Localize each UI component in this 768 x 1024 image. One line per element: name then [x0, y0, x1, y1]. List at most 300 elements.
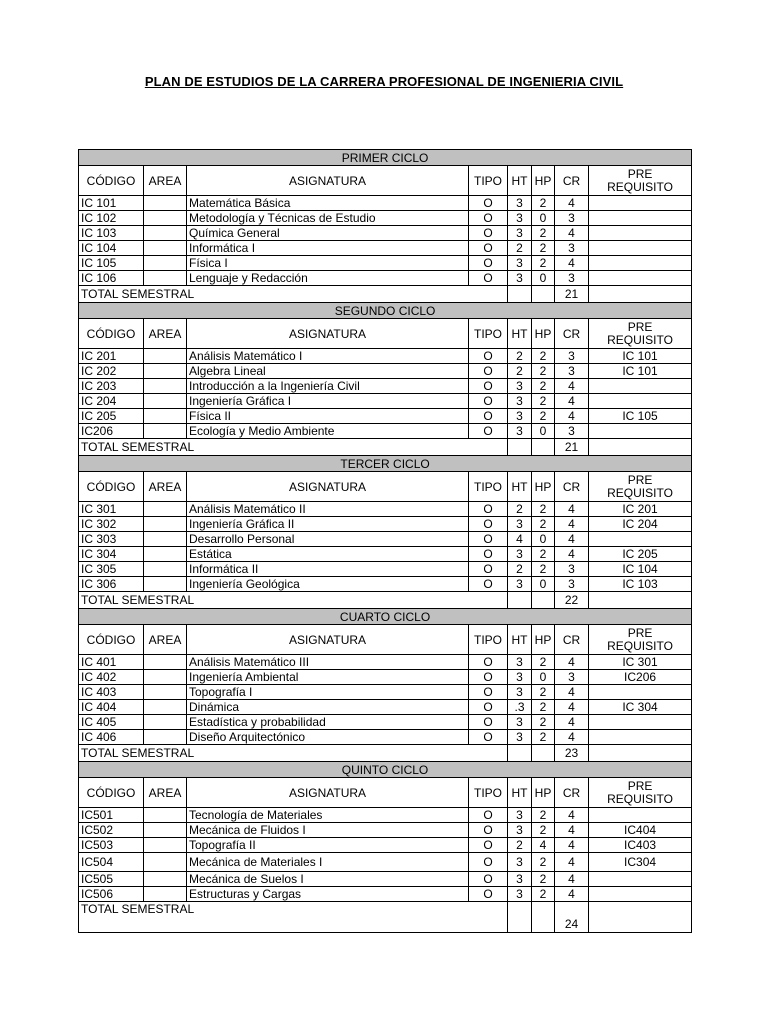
course-row [79, 685, 692, 700]
col-header-asignatura: ASIGNATURA [187, 472, 469, 502]
course-tipo: O [469, 547, 508, 562]
total-ht [508, 439, 532, 456]
course-row [79, 577, 692, 592]
course-hp: 2 [532, 226, 555, 241]
course-prerequisite [589, 808, 692, 823]
column-header-row [79, 319, 692, 349]
course-subject: Análisis Matemático III [187, 655, 469, 670]
course-row [79, 872, 692, 887]
course-row [79, 271, 692, 286]
total-semestral-label: TOTAL SEMESTRAL [79, 745, 508, 762]
column-header-row [79, 166, 692, 196]
course-prerequisite: IC 101 [589, 349, 692, 364]
col-header-asignatura: ASIGNATURA [187, 319, 469, 349]
course-ht: 3 [508, 271, 532, 286]
course-cr: 4 [555, 700, 589, 715]
course-cr: 4 [555, 872, 589, 887]
course-cr: 4 [555, 808, 589, 823]
total-row [79, 592, 692, 609]
col-header-pre-line1: PRE [627, 472, 653, 487]
course-code: IC 405 [79, 715, 144, 730]
course-subject: Algebra Lineal [187, 364, 469, 379]
course-area [144, 394, 187, 409]
course-ht: 3 [508, 577, 532, 592]
course-hp: 2 [532, 872, 555, 887]
course-subject: Ecología y Medio Ambiente [187, 424, 469, 439]
course-row [79, 547, 692, 562]
course-prerequisite [589, 271, 692, 286]
course-tipo: O [469, 730, 508, 745]
course-prerequisite: IC 301 [589, 655, 692, 670]
total-semestral-label: TOTAL SEMESTRAL [79, 592, 508, 609]
course-code: IC 106 [79, 271, 144, 286]
course-cr: 4 [555, 256, 589, 271]
course-area [144, 547, 187, 562]
total-prerequisite [589, 592, 692, 609]
total-row [79, 286, 692, 303]
total-credits: 23 [555, 745, 589, 762]
course-code: IC502 [79, 823, 144, 838]
course-prerequisite [589, 730, 692, 745]
col-header-tipo: TIPO [469, 472, 508, 502]
course-tipo: O [469, 853, 508, 872]
course-code: IC 203 [79, 379, 144, 394]
course-hp: 2 [532, 409, 555, 424]
course-subject: Física II [187, 409, 469, 424]
course-hp: 0 [532, 424, 555, 439]
course-hp: 2 [532, 853, 555, 872]
cycle-name: QUINTO CICLO [79, 762, 692, 778]
course-ht: 2 [508, 241, 532, 256]
cycle-name: TERCER CICLO [79, 456, 692, 472]
course-row [79, 730, 692, 745]
cycle-name: CUARTO CICLO [79, 609, 692, 625]
course-code: IC505 [79, 872, 144, 887]
course-cr: 4 [555, 715, 589, 730]
course-ht: 3 [508, 196, 532, 211]
course-subject: Ingeniería Geológica [187, 577, 469, 592]
course-ht: 3 [508, 823, 532, 838]
course-ht: 3 [508, 853, 532, 872]
course-prerequisite: IC 304 [589, 700, 692, 715]
course-hp: 2 [532, 256, 555, 271]
course-tipo: O [469, 424, 508, 439]
course-ht: 3 [508, 670, 532, 685]
col-header-pre-line1: PRE [627, 319, 653, 334]
total-semestral-label: TOTAL SEMESTRAL [79, 902, 508, 933]
course-hp: 2 [532, 655, 555, 670]
cycle-header [79, 762, 692, 778]
total-credits: 21 [555, 439, 589, 456]
total-credits: 21 [555, 286, 589, 303]
course-prerequisite [589, 211, 692, 226]
course-code: IC 303 [79, 532, 144, 547]
course-code: IC 301 [79, 502, 144, 517]
course-code: IC506 [79, 887, 144, 902]
course-prerequisite: IC 105 [589, 409, 692, 424]
total-prerequisite [589, 745, 692, 762]
course-row [79, 241, 692, 256]
course-prerequisite: IC 101 [589, 364, 692, 379]
course-ht: .3 [508, 700, 532, 715]
course-tipo: O [469, 349, 508, 364]
course-code: IC 104 [79, 241, 144, 256]
course-prerequisite [589, 394, 692, 409]
course-hp: 2 [532, 364, 555, 379]
course-cr: 3 [555, 577, 589, 592]
course-prerequisite: IC 204 [589, 517, 692, 532]
total-hp [532, 902, 555, 933]
course-hp: 2 [532, 562, 555, 577]
cycle-name: SEGUNDO CICLO [79, 303, 692, 319]
course-cr: 3 [555, 364, 589, 379]
course-tipo: O [469, 379, 508, 394]
course-cr: 4 [555, 196, 589, 211]
col-header-area: AREA [144, 472, 187, 502]
course-tipo: O [469, 271, 508, 286]
course-hp: 2 [532, 808, 555, 823]
course-prerequisite: IC 205 [589, 547, 692, 562]
study-plan-table [78, 149, 692, 933]
total-semestral-label: TOTAL SEMESTRAL [79, 286, 508, 303]
course-cr: 3 [555, 271, 589, 286]
course-code: IC 404 [79, 700, 144, 715]
course-cr: 4 [555, 502, 589, 517]
course-code: IC 201 [79, 349, 144, 364]
course-tipo: O [469, 670, 508, 685]
total-credits: 24 [555, 902, 589, 933]
course-hp: 0 [532, 532, 555, 547]
course-code: IC503 [79, 838, 144, 853]
course-ht: 3 [508, 256, 532, 271]
course-area [144, 271, 187, 286]
total-hp [532, 286, 555, 303]
course-prerequisite: IC206 [589, 670, 692, 685]
course-area [144, 853, 187, 872]
course-area [144, 887, 187, 902]
course-hp: 2 [532, 394, 555, 409]
course-subject: Dinámica [187, 700, 469, 715]
col-header-ht: HT [508, 778, 532, 808]
course-subject: Mecánica de Suelos I [187, 872, 469, 887]
course-ht: 3 [508, 379, 532, 394]
course-ht: 3 [508, 887, 532, 902]
course-cr: 3 [555, 211, 589, 226]
course-tipo: O [469, 502, 508, 517]
col-header-pre-line2: REQUISITO [607, 485, 673, 500]
course-ht: 3 [508, 685, 532, 700]
course-subject: Ingeniería Gráfica II [187, 517, 469, 532]
course-hp: 0 [532, 670, 555, 685]
course-cr: 4 [555, 853, 589, 872]
course-row [79, 700, 692, 715]
course-area [144, 577, 187, 592]
course-ht: 3 [508, 394, 532, 409]
course-prerequisite [589, 424, 692, 439]
course-row [79, 887, 692, 902]
course-tipo: O [469, 196, 508, 211]
course-hp: 2 [532, 887, 555, 902]
course-area [144, 670, 187, 685]
course-area [144, 379, 187, 394]
course-row [79, 808, 692, 823]
course-code: IC 204 [79, 394, 144, 409]
course-area [144, 211, 187, 226]
course-prerequisite [589, 872, 692, 887]
course-tipo: O [469, 715, 508, 730]
course-cr: 4 [555, 532, 589, 547]
course-subject: Mecánica de Fluidos I [187, 823, 469, 838]
course-area [144, 256, 187, 271]
total-ht [508, 592, 532, 609]
course-code: IC 102 [79, 211, 144, 226]
course-hp: 2 [532, 196, 555, 211]
course-subject: Metodología y Técnicas de Estudio [187, 211, 469, 226]
course-area [144, 715, 187, 730]
course-tipo: O [469, 532, 508, 547]
course-ht: 3 [508, 655, 532, 670]
course-area [144, 872, 187, 887]
course-hp: 2 [532, 349, 555, 364]
course-subject: Análisis Matemático II [187, 502, 469, 517]
course-subject: Tecnología de Materiales [187, 808, 469, 823]
course-tipo: O [469, 364, 508, 379]
course-hp: 0 [532, 577, 555, 592]
course-subject: Desarrollo Personal [187, 532, 469, 547]
course-row [79, 823, 692, 838]
course-code: IC 406 [79, 730, 144, 745]
col-header-pre-line2: REQUISITO [607, 332, 673, 347]
course-row [79, 211, 692, 226]
course-tipo: O [469, 872, 508, 887]
course-code: IC 302 [79, 517, 144, 532]
cycle-header [79, 303, 692, 319]
course-area [144, 823, 187, 838]
total-hp [532, 592, 555, 609]
course-cr: 4 [555, 655, 589, 670]
course-area [144, 532, 187, 547]
course-row [79, 256, 692, 271]
course-code: IC 305 [79, 562, 144, 577]
course-cr: 4 [555, 394, 589, 409]
col-header-codigo: CÓDIGO [79, 625, 144, 655]
course-cr: 4 [555, 887, 589, 902]
col-header-ht: HT [508, 625, 532, 655]
course-row [79, 853, 692, 872]
col-header-tipo: TIPO [469, 319, 508, 349]
course-subject: Física I [187, 256, 469, 271]
total-row [79, 745, 692, 762]
course-tipo: O [469, 226, 508, 241]
course-subject: Estadística y probabilidad [187, 715, 469, 730]
course-prerequisite [589, 685, 692, 700]
total-ht [508, 745, 532, 762]
total-ht [508, 902, 532, 933]
course-code: IC501 [79, 808, 144, 823]
course-cr: 4 [555, 823, 589, 838]
col-header-cr: CR [555, 472, 589, 502]
col-header-codigo: CÓDIGO [79, 166, 144, 196]
course-tipo: O [469, 838, 508, 853]
course-prerequisite [589, 715, 692, 730]
total-row [79, 902, 692, 933]
course-row [79, 424, 692, 439]
course-code: IC 101 [79, 196, 144, 211]
col-header-area: AREA [144, 625, 187, 655]
course-code: IC 402 [79, 670, 144, 685]
course-prerequisite: IC 103 [589, 577, 692, 592]
col-header-asignatura: ASIGNATURA [187, 625, 469, 655]
course-tipo: O [469, 887, 508, 902]
course-row [79, 562, 692, 577]
course-ht: 3 [508, 226, 532, 241]
course-prerequisite [589, 256, 692, 271]
course-row [79, 502, 692, 517]
col-header-pre-line1: PRE [627, 166, 653, 181]
course-cr: 4 [555, 838, 589, 853]
course-area [144, 700, 187, 715]
course-ht: 3 [508, 424, 532, 439]
col-header-prerequisito [589, 166, 692, 196]
course-area [144, 655, 187, 670]
course-subject: Topografía I [187, 685, 469, 700]
col-header-prerequisito [589, 778, 692, 808]
col-header-ht: HT [508, 166, 532, 196]
total-semestral-label: TOTAL SEMESTRAL [79, 439, 508, 456]
col-header-codigo: CÓDIGO [79, 319, 144, 349]
course-prerequisite: IC403 [589, 838, 692, 853]
course-row [79, 349, 692, 364]
course-row [79, 379, 692, 394]
course-row [79, 226, 692, 241]
col-header-pre-line2: REQUISITO [607, 638, 673, 653]
course-hp: 2 [532, 715, 555, 730]
course-cr: 3 [555, 349, 589, 364]
course-ht: 2 [508, 502, 532, 517]
course-cr: 3 [555, 670, 589, 685]
course-code: IC 103 [79, 226, 144, 241]
course-cr: 3 [555, 424, 589, 439]
cycle-header [79, 150, 692, 166]
course-subject: Ingeniería Ambiental [187, 670, 469, 685]
course-area [144, 364, 187, 379]
course-area [144, 838, 187, 853]
col-header-cr: CR [555, 778, 589, 808]
course-cr: 4 [555, 547, 589, 562]
course-subject: Ingeniería Gráfica I [187, 394, 469, 409]
course-subject: Topografía II [187, 838, 469, 853]
total-prerequisite [589, 286, 692, 303]
course-area [144, 808, 187, 823]
course-tipo: O [469, 808, 508, 823]
cycle-header [79, 609, 692, 625]
course-code: IC 401 [79, 655, 144, 670]
course-ht: 3 [508, 715, 532, 730]
col-header-hp: HP [532, 166, 555, 196]
column-header-row [79, 625, 692, 655]
course-hp: 2 [532, 730, 555, 745]
course-area [144, 349, 187, 364]
course-prerequisite: IC 104 [589, 562, 692, 577]
course-subject: Química General [187, 226, 469, 241]
course-subject: Introducción a la Ingeniería Civil [187, 379, 469, 394]
course-row [79, 394, 692, 409]
course-code: IC504 [79, 853, 144, 872]
course-ht: 3 [508, 211, 532, 226]
col-header-hp: HP [532, 625, 555, 655]
course-ht: 3 [508, 872, 532, 887]
col-header-hp: HP [532, 778, 555, 808]
col-header-area: AREA [144, 319, 187, 349]
course-prerequisite [589, 379, 692, 394]
course-tipo: O [469, 655, 508, 670]
total-prerequisite [589, 902, 692, 933]
column-header-row [79, 472, 692, 502]
course-prerequisite: IC404 [589, 823, 692, 838]
col-header-area: AREA [144, 778, 187, 808]
course-tipo: O [469, 256, 508, 271]
total-credits: 22 [555, 592, 589, 609]
course-tipo: O [469, 700, 508, 715]
col-header-pre-line2: REQUISITO [607, 179, 673, 194]
course-hp: 2 [532, 547, 555, 562]
course-area [144, 424, 187, 439]
course-tipo: O [469, 823, 508, 838]
total-prerequisite [589, 439, 692, 456]
course-cr: 4 [555, 226, 589, 241]
cycle-header [79, 456, 692, 472]
course-area [144, 226, 187, 241]
course-hp: 2 [532, 379, 555, 394]
course-subject: Informática II [187, 562, 469, 577]
course-row [79, 409, 692, 424]
course-hp: 0 [532, 271, 555, 286]
col-header-asignatura: ASIGNATURA [187, 166, 469, 196]
total-row [79, 439, 692, 456]
col-header-tipo: TIPO [469, 166, 508, 196]
total-hp [532, 439, 555, 456]
col-header-hp: HP [532, 319, 555, 349]
course-area [144, 685, 187, 700]
col-header-pre-line1: PRE [627, 625, 653, 640]
course-tipo: O [469, 241, 508, 256]
col-header-ht: HT [508, 319, 532, 349]
course-row [79, 655, 692, 670]
course-hp: 2 [532, 700, 555, 715]
course-code: IC 403 [79, 685, 144, 700]
col-header-area: AREA [144, 166, 187, 196]
course-area [144, 502, 187, 517]
col-header-ht: HT [508, 472, 532, 502]
course-subject: Diseño Arquitectónico [187, 730, 469, 745]
course-subject: Lenguaje y Redacción [187, 271, 469, 286]
cycle-name: PRIMER CICLO [79, 150, 692, 166]
course-code: IC 205 [79, 409, 144, 424]
course-area [144, 409, 187, 424]
document-title: PLAN DE ESTUDIOS DE LA CARRERA PROFESIONAL DE INGENIERIA CIVIL [144, 74, 624, 89]
course-prerequisite [589, 196, 692, 211]
col-header-codigo: CÓDIGO [79, 472, 144, 502]
col-header-tipo: TIPO [469, 625, 508, 655]
course-code: IC 105 [79, 256, 144, 271]
course-area [144, 517, 187, 532]
course-row [79, 364, 692, 379]
course-row [79, 670, 692, 685]
course-area [144, 196, 187, 211]
col-header-hp: HP [532, 472, 555, 502]
course-area [144, 241, 187, 256]
course-area [144, 562, 187, 577]
